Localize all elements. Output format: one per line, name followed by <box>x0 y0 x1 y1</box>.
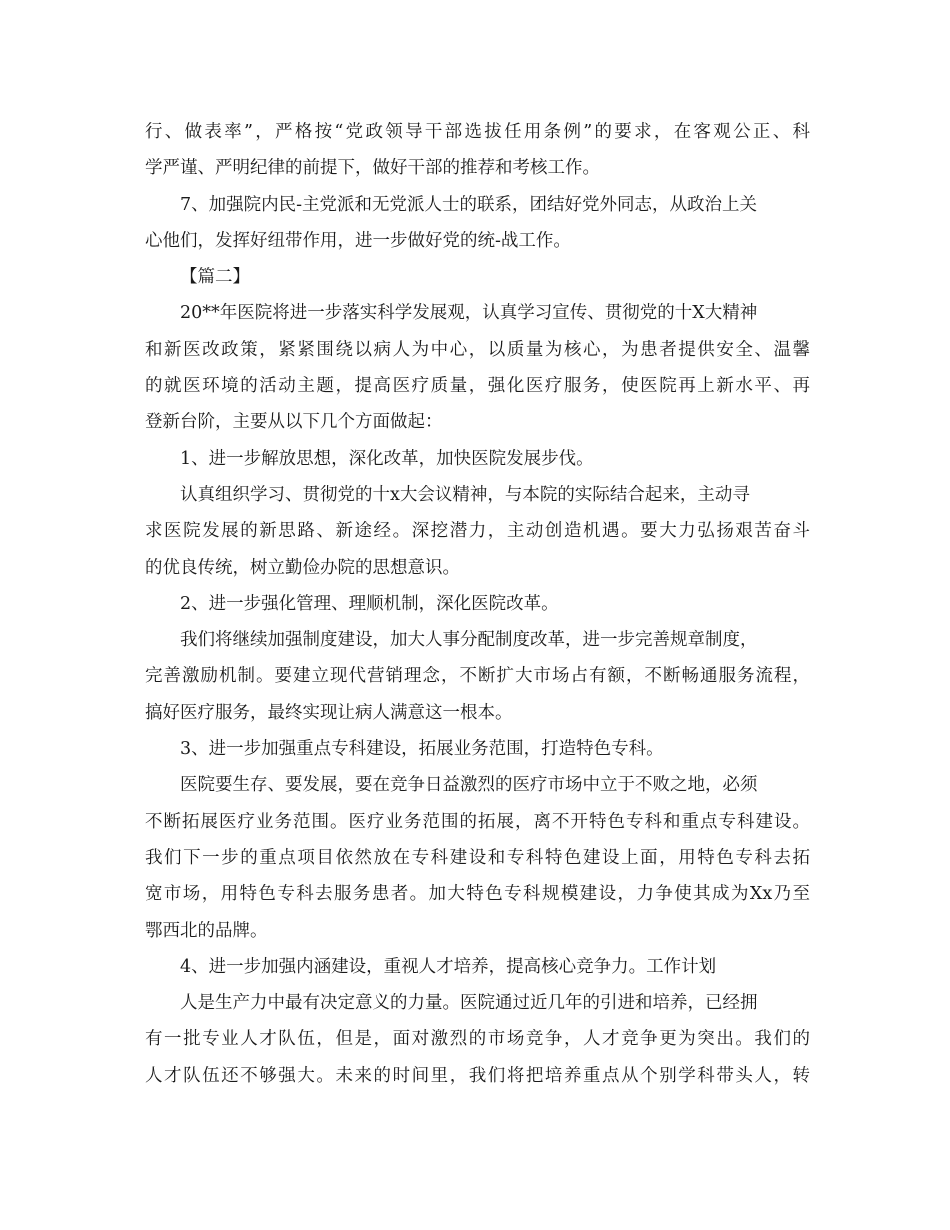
text-line: 医院要生存、要发展，要在竞争日益激烈的医疗市场中立于不败之地，必须 <box>180 775 758 796</box>
text-line: 认真组织学习、贯彻党的十x大会议精神，与本院的实际结合起来，主动寻 <box>180 484 750 505</box>
text-line: 求医院发展的新思路、新途经。深挖潜力，主动创造机遇。要大力弘扬艰苦奋斗 <box>145 521 810 542</box>
text-line: 的就医环境的活动主题，提高医疗质量，强化医疗服务，使医院再上新水平、再 <box>145 376 810 397</box>
text-line: 7、加强院内民-主党派和无党派人士的联系，团结好党外同志，从政治上关 <box>180 194 758 215</box>
text-line: 完善激励机制。要建立现代营销理念，不断扩大市场占有额，不断畅通服务流程， <box>145 666 810 687</box>
text-line: 人是生产力中最有决定意义的力量。医院通过近几年的引进和培养，已经拥 <box>180 993 758 1014</box>
document-body <box>145 114 810 1094</box>
text-line: 和新医改政策，紧紧围绕以病人为中心，以质量为核心，为患者提供安全、温馨 <box>145 339 810 360</box>
text-line: 学严谨、严明纪律的前提下，做好干部的推荐和考核工作。 <box>145 158 600 179</box>
text-line: 的优良传统，树立勤俭办院的思想意识。 <box>145 557 460 578</box>
text-line: 不断拓展医疗业务范围。医疗业务范围的拓展，离不开特色专科和重点专科建设。 <box>145 811 810 832</box>
text-line: 行、做表率”，严格按“党政领导干部选拔任用条例”的要求，在客观公正、科 <box>145 122 810 142</box>
section-heading: 【篇二】 <box>180 267 250 288</box>
text-line: 心他们，发挥好纽带作用，进一步做好党的统-战工作。 <box>145 230 571 251</box>
text-line: 有一批专业人才队伍，但是，面对激烈的市场竞争，人才竞争更为突出。我们的 <box>145 1029 810 1050</box>
text-line: 我们将继续加强制度建设，加大人事分配制度改革，进一步完善规章制度， <box>180 630 758 651</box>
text-line: 搞好医疗服务，最终实现让病人满意这一根本。 <box>145 702 513 723</box>
text-line: 人才队伍还不够强大。未来的时间里，我们将把培养重点从个别学科带头人，转 <box>145 1065 810 1086</box>
text-line: 鄂西北的品牌。 <box>145 920 268 941</box>
text-line: 登新台阶，主要从以下几个方面做起： <box>145 412 443 433</box>
list-item-heading: 4、进一步加强内涵建设，重视人才培养，提高核心竞争力。工作计划 <box>180 956 717 977</box>
list-item-heading: 1、进一步解放思想，深化改革，加快医院发展步伐。 <box>180 448 594 469</box>
list-item-heading: 3、进一步加强重点专科建设，拓展业务范围，打造特色专科。 <box>180 739 664 760</box>
text-line: 20**年医院将进一步落实科学发展观，认真学习宣传、贯彻党的十X大精神 <box>180 303 758 324</box>
text-line: 我们下一步的重点项目依然放在专科建设和专科特色建设上面，用特色专科去拓 <box>145 847 810 868</box>
list-item-heading: 2、进一步强化管理、理顺机制，深化医院改革。 <box>180 593 559 614</box>
text-line: 宽市场，用特色专科去服务患者。加大特色专科规模建设，力争使其成为Xx乃至 <box>145 884 810 905</box>
